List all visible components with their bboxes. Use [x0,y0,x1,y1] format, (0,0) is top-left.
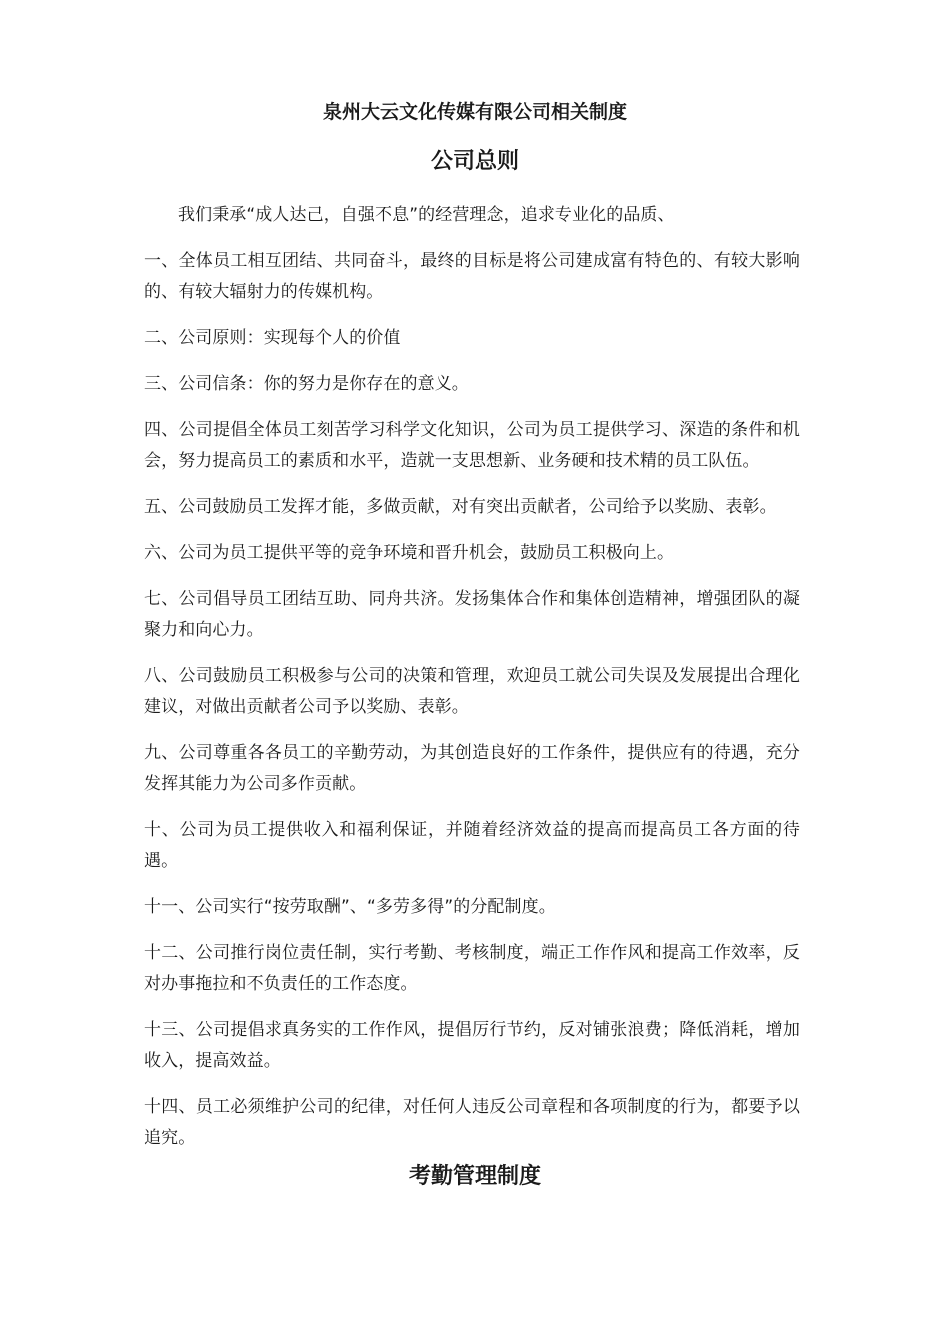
article-5: 五、公司鼓励员工发挥才能，多做贡献，对有突出贡献者，公司给予以奖励、表彰。 [144,497,777,517]
article-9: 九、公司尊重各各员工的辛勤劳动，为其创造良好的工作条件，提供应有的待遇，充分发挥其能力为公司多作贡献。 [144,743,800,794]
article-2: 二、公司原则：实现每个人的价值 [144,328,401,348]
article-3: 三、公司信条：你的努力是你存在的意义。 [144,374,469,394]
article-6: 六、公司为员工提供平等的竞争环境和晋升机会，鼓励员工积极向上。 [144,543,675,563]
article-11: 十一、公司实行“按劳取酬”、“多劳多得”的分配制度。 [144,897,556,917]
article-10: 十、公司为员工提供收入和福利保证，并随着经济效益的提高而提高员工各方面的待遇。 [144,820,800,871]
article-13: 十三、公司提倡求真务实的工作作风，提倡厉行节约，反对铺张浪费；降低消耗，增加收入，提高效益。 [144,1020,800,1071]
article-7: 七、公司倡导员工团结互助、同舟共济。发扬集体合作和集体创造精神，增强团队的凝聚力和向心力。 [144,589,800,640]
company-title: 泉州大云文化传媒有限公司相关制度 [322,101,627,123]
section-title-general-rules: 公司总则 [430,149,519,174]
document-body [144,200,800,1169]
article-4: 四、公司提倡全体员工刻苦学习科学文化知识，公司为员工提供学习、深造的条件和机会，努力提高员工的素质和水平，造就一支思想新、业务硬和技术精的员工队伍。 [144,420,800,471]
article-14: 十四、员工必须维护公司的纪律，对任何人违反公司章程和各项制度的行为，都要予以追究。 [144,1097,800,1148]
article-8: 八、公司鼓励员工积极参与公司的决策和管理，欢迎员工就公司失误及发展提出合理化建议，对做出贡献者公司予以奖励、表彰。 [144,666,800,717]
intro-paragraph: 我们秉承“成人达己，自强不息”的经营理念，追求专业化的品质、 [178,205,675,225]
article-12: 十二、公司推行岗位责任制，实行考勤、考核制度，端正工作作风和提高工作效率，反对办事拖拉和不负责任的工作态度。 [144,943,800,994]
section-title-attendance: 考勤管理制度 [408,1164,541,1189]
article-1: 一、全体员工相互团结、共同奋斗，最终的目标是将公司建成富有特色的、有较大影响的、有较大辐射力的传媒机构。 [144,251,800,302]
